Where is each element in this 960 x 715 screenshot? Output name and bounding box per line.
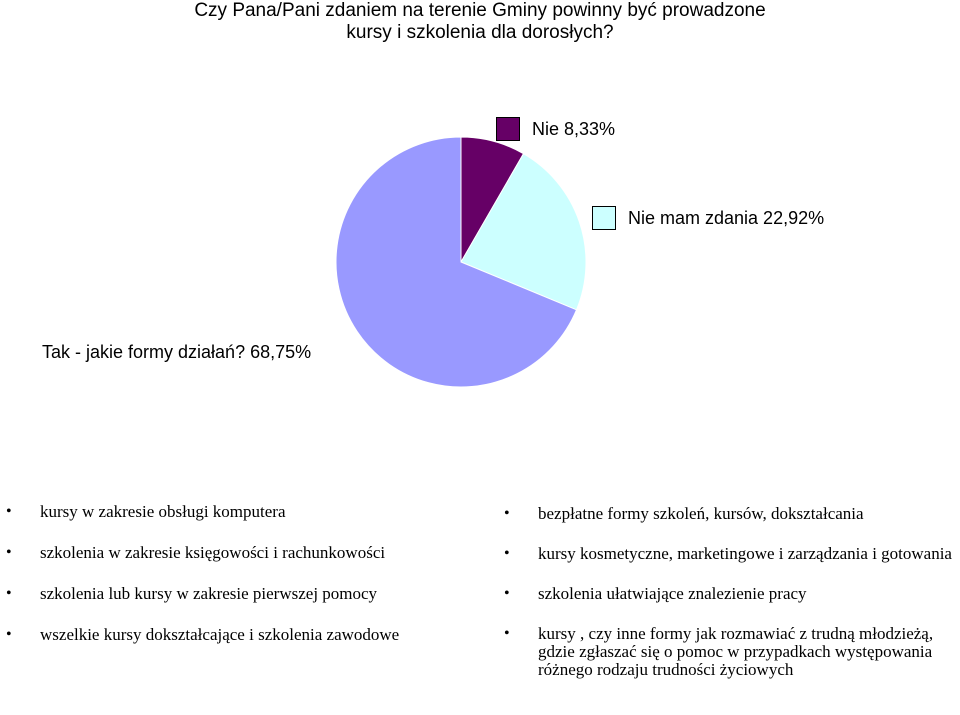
bullet-list-left — [6, 503, 476, 667]
chart-title-line-1: Czy Pana/Pani zdaniem na terenie Gminy powinny być prowadzone — [194, 0, 766, 21]
legend-swatch-nie-mam-zdania — [592, 206, 616, 230]
list-item: • wszelkie kursy dokształcające i szkolenia zawodowe — [6, 626, 476, 644]
legend-item-nie-mam-zdania — [592, 206, 824, 230]
slice-label-tak: Tak - jakie formy działań? 68,75% — [42, 342, 312, 362]
list-item: • kursy kosmetyczne, marketingowe i zarządzania i gotowania — [504, 545, 960, 563]
list-item: • szkolenia lub kursy w zakresie pierwszej pomocy — [6, 585, 476, 603]
list-item: • szkolenia ułatwiające znalezienie pracy — [504, 585, 960, 603]
bullet-list-right — [504, 505, 960, 701]
chart-title-line-2: kursy i szkolenia dla dorosłych? — [346, 22, 614, 43]
list-item: • kursy , czy inne formy jak rozmawiać z trudną młodzieżą, gdzie zgłaszać się o pomoc w przypadkach występowania różnego rodzaju trudności życiowych — [504, 625, 960, 679]
legend-label-nie-mam-zdania: Nie mam zdania 22,92% — [628, 207, 825, 228]
legend-item-nie — [496, 117, 615, 141]
list-item: • bezpłatne formy szkoleń, kursów, dokształcania — [504, 505, 960, 523]
list-item: • kursy w zakresie obsługi komputera — [6, 503, 476, 521]
legend-label-nie: Nie 8,33% — [532, 118, 616, 139]
list-item: • szkolenia w zakresie księgowości i rachunkowości — [6, 544, 476, 562]
legend-swatch-nie — [496, 117, 520, 141]
